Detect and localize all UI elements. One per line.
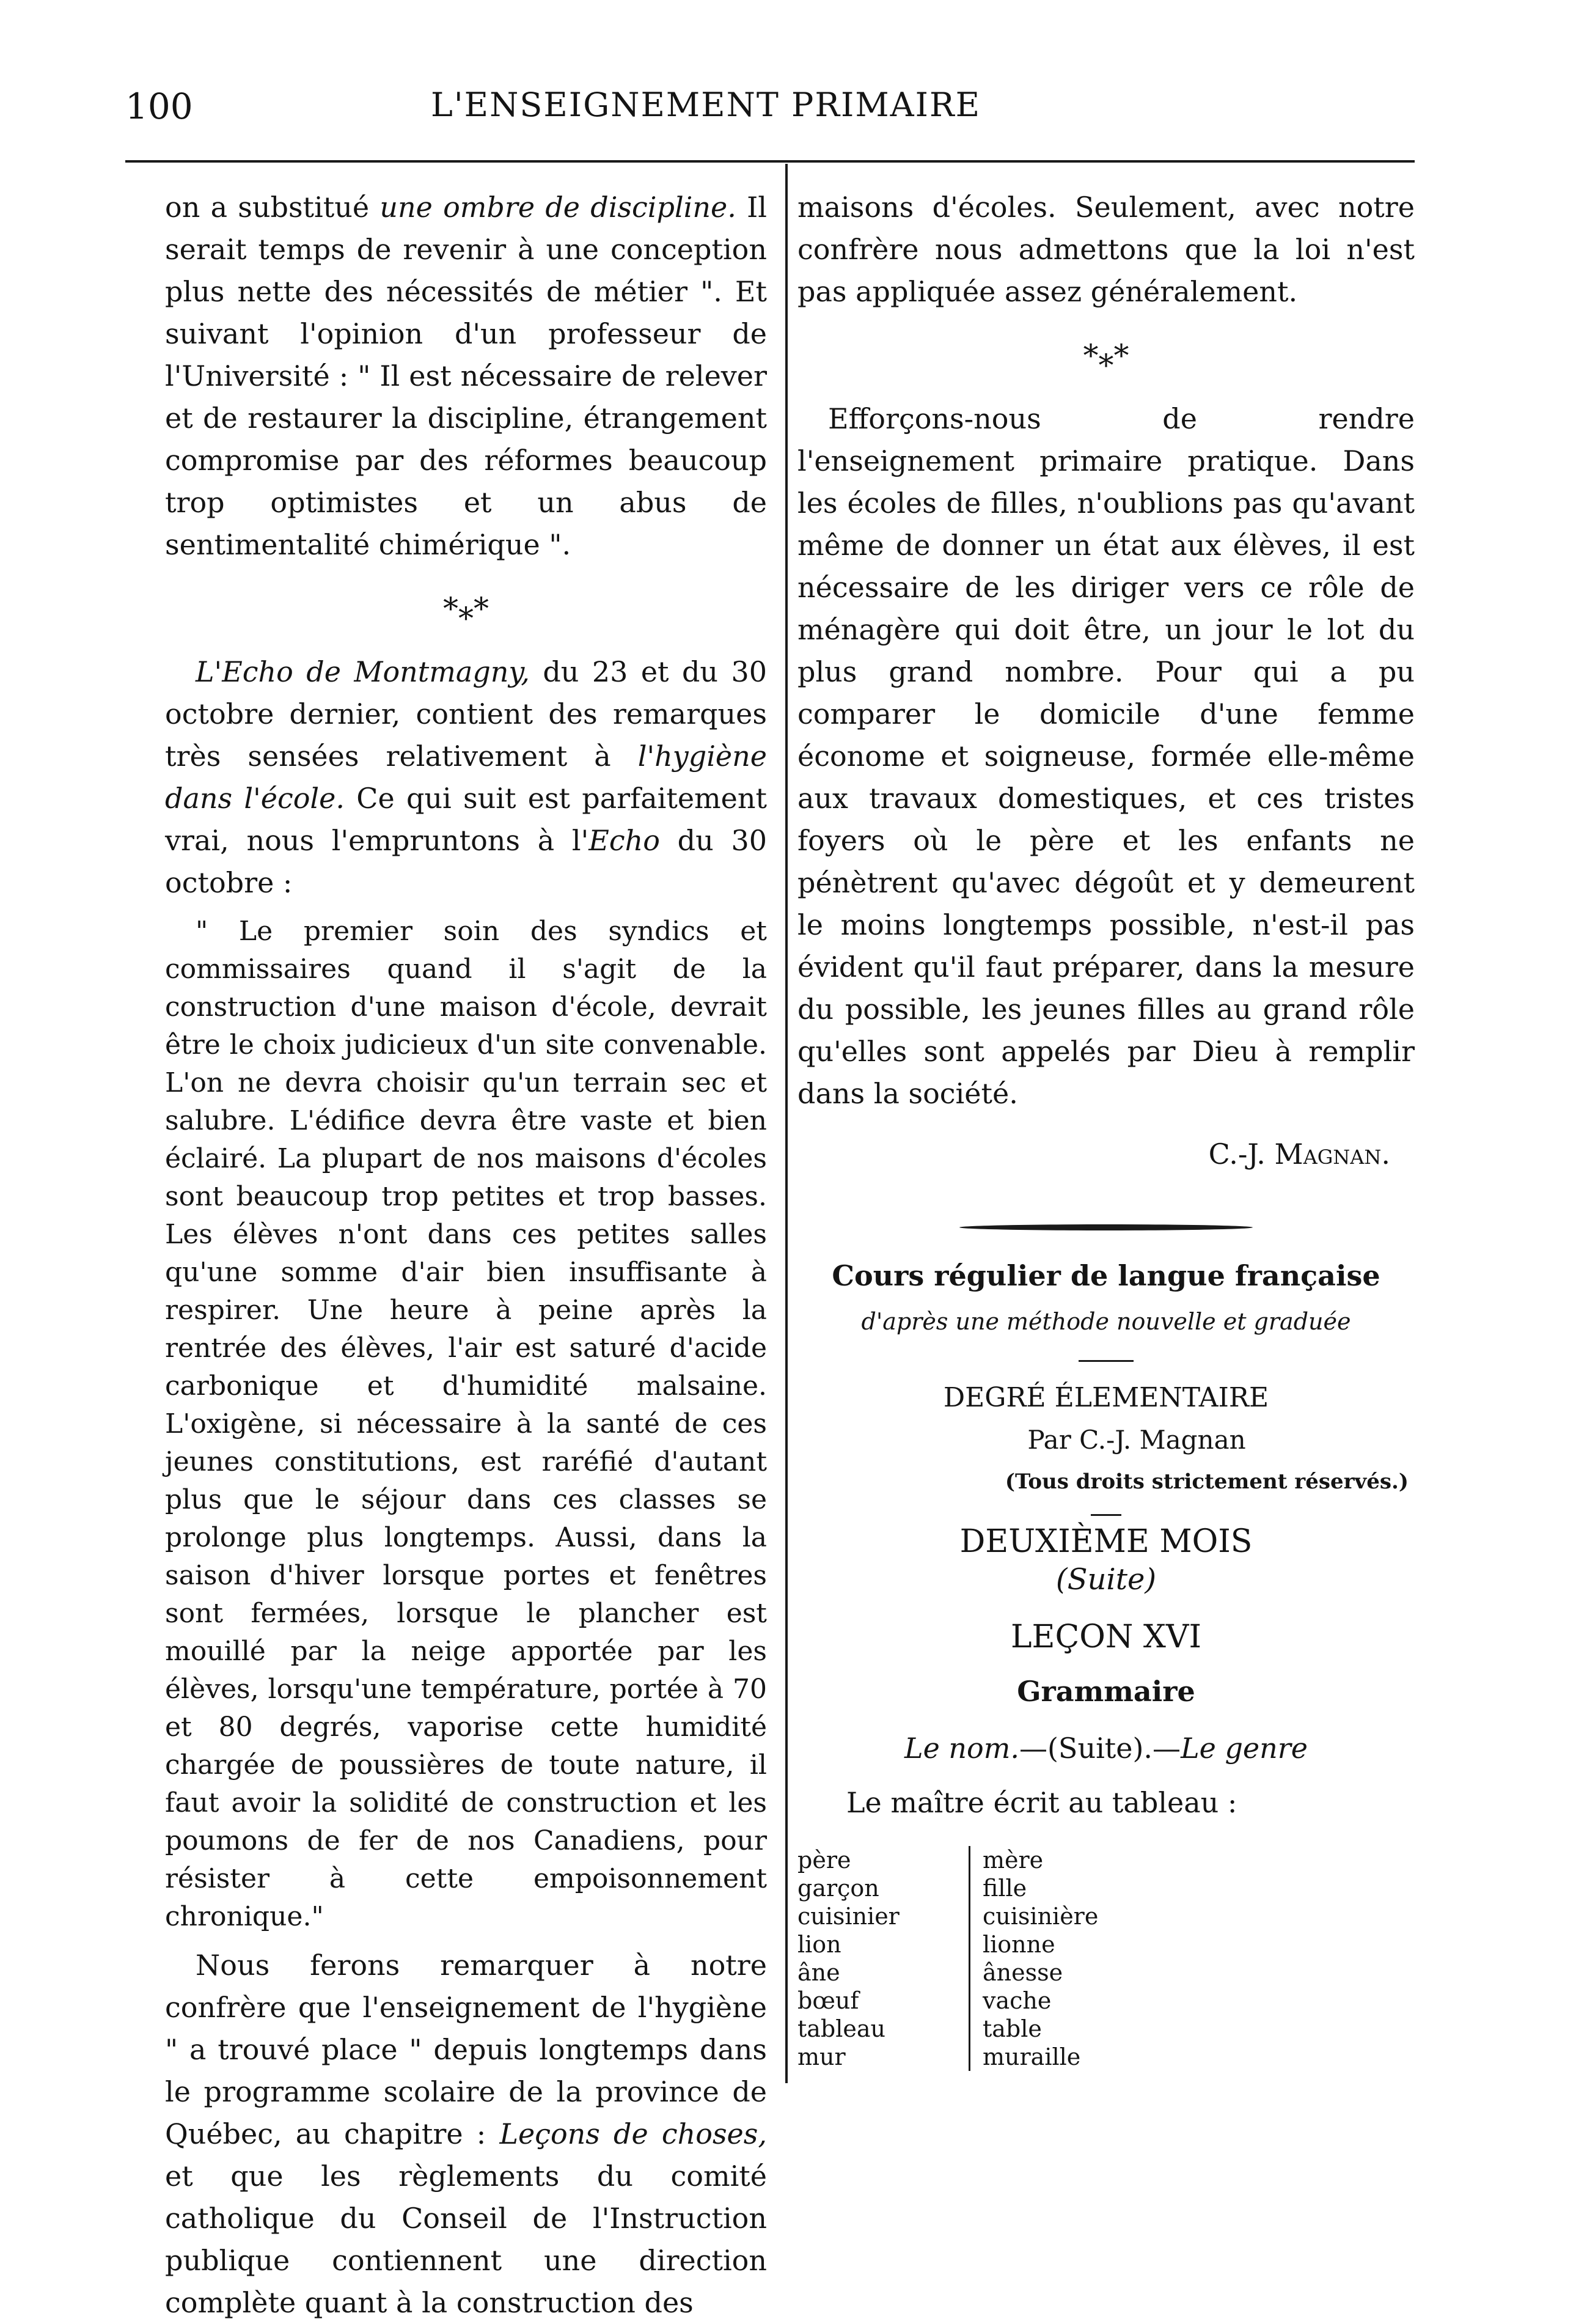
left-column <box>165 186 767 2324</box>
text-run: du 30 octobre : <box>165 824 767 899</box>
list-item: bœuf <box>797 1987 859 2014</box>
right-column <box>797 186 1415 2071</box>
paragraph-echo <box>165 651 767 904</box>
text-run: Nous ferons remarquer à notre confrère que l'enseignement de l'hygiène " a trouvé place " depuis longtemps dans le programme scolaire de la province de Québec, au chapitre : <box>165 1949 767 2150</box>
italic-run: Echo <box>588 824 660 857</box>
text-run: on a substitué <box>165 191 380 224</box>
ornament-rule <box>959 1224 1253 1230</box>
italic-run: Le genre <box>1181 1732 1308 1765</box>
asterism: *⁎* <box>1083 338 1129 373</box>
topic-line <box>797 1727 1415 1770</box>
running-title: L'ENSEIGNEMENT PRIMAIRE <box>430 86 981 124</box>
italic-run: L'Echo de Montmagny, <box>196 655 530 688</box>
italic-run: l'hygiène dans l'école. <box>165 740 767 815</box>
asterism: *⁎* <box>443 591 489 627</box>
list-item: lion <box>797 1931 841 1958</box>
list-item: âne <box>797 1959 840 1986</box>
list-item: lionne <box>983 1931 1055 1958</box>
list-item: ânesse <box>983 1959 1063 1986</box>
list-item: table <box>983 2015 1042 2042</box>
list-item: cuisinier <box>797 1903 900 1930</box>
column-rule <box>785 164 788 2083</box>
feminine-words <box>969 1846 1166 2071</box>
section-title: Cours régulier de langue française <box>832 1259 1380 1292</box>
text-run: du 23 et du 30 octobre dernier, contient des remarques très sensées relativement à <box>165 655 768 773</box>
short-rule <box>1079 1360 1134 1362</box>
grammar-heading: Grammaire <box>1017 1675 1195 1708</box>
italic-run: Leçons de choses, <box>499 2117 768 2150</box>
list-item: muraille <box>983 2043 1081 2070</box>
text-run: Il serait temps de revenir à une conception plus nette des nécessités de métier ". Et suivant l'opinion d'un professeur de l'Université : " Il est nécessaire de relever et de restaurer la discipline, étrangement compromise par des réformes beaucoup trop optimistes et un abus de sentimentalité chimérique ". <box>165 191 767 561</box>
italic-run: une ombre de discipline. <box>379 191 736 224</box>
suite-label: (Suite) <box>1055 1562 1157 1597</box>
lesson-heading: LEÇON XVI <box>1010 1619 1202 1655</box>
page-number: 100 <box>125 86 193 127</box>
list-item: vache <box>983 1987 1052 2014</box>
section-subtitle: d'après une méthode nouvelle et graduée <box>861 1308 1351 1335</box>
signature: C.-J. Magnan. <box>1208 1138 1390 1171</box>
list-item: tableau <box>797 2015 886 2042</box>
quotation: " Le premier soin des syndics et commissaires quand il s'agit de la construction d'une maison d'école, devrait être le choix judicieux d'un site convenable. L'on ne devra choisir qu'un terrain sec et salubre. L'édifice devra être vaste et bien éclairé. La plupart de nos maisons d'écoles sont beaucoup trop petites et trop basses. Les élèves n'ont dans ces petites salles qu'une somme d'air bien insuffisante à respirer. Une heure à peine après la rentrée des élèves, l'air est saturé d'acide carbonique et d'humidité malsaine. L'oxigène, si nécessaire à la santé de ces jeunes constitutions, est raréfié d'autant plus que le séjour dans ces classes se prolonge plus longtemps. Aussi, dans la saison d'hiver lorsque portes et fenêtres sont fermées, lorsque le plancher est mouillé par la neige apportée par les élèves, lorsqu'une température, portée à 70 et 80 degrés, vaporise cette humidité chargée de poussières de toute nature, il faut avoir la solidité de construction et les poumons de fer de nos Canadiens, pour résister à cette empoisonnement chronique." <box>165 916 767 1932</box>
paragraph-continued: maisons d'écoles. Seulement, avec notre confrère nous admettons que la loi n'est pas appliquée assez généralement. <box>797 191 1415 308</box>
list-item: mère <box>983 1847 1044 1874</box>
month-heading: DEUXIÈME MOIS <box>959 1523 1253 1560</box>
text-run: —(Suite).— <box>1019 1732 1181 1765</box>
board-instruction: Le maître écrit au tableau : <box>846 1786 1237 1819</box>
page-header <box>125 86 1286 134</box>
italic-run: Le nom. <box>904 1732 1019 1765</box>
header-rule <box>125 160 1415 163</box>
list-item: mur <box>797 2043 846 2070</box>
paragraph-confrere <box>165 1944 767 2324</box>
list-item: père <box>797 1847 851 1874</box>
list-item: fille <box>983 1875 1027 1902</box>
text-run: et que les règlements du comité catholique du Conseil de l'Instruction publique contiennent une direction complète quant à la construction des <box>165 2160 767 2319</box>
author-line: Par C.-J. Magnan <box>1027 1425 1246 1455</box>
text-run: Ce qui suit est parfaitement vrai, nous l'empruntons à l' <box>165 782 767 857</box>
list-item: garçon <box>797 1875 879 1902</box>
gender-word-table <box>797 1846 1415 2071</box>
paragraph-enseignement: Efforçons-nous de rendre l'enseignement primaire pratique. Dans les écoles de filles, n'oublions pas qu'avant même de donner un état aux élèves, il est nécessaire de les diriger vers ce rôle de ménagère qui doit être, un jour le lot du plus grand nombre. Pour qui a pu comparer le domicile d'une femme économe et soigneuse, formée elle-même aux travaux domestiques, et ces tristes foyers où le père et les enfants ne pénètrent qu'avec dégoût et y demeurent le moins longtemps possible, n'est-il pas évident qu'il faut préparer, dans la mesure du possible, les jeunes filles au grand rôle qu'elles sont appelés par Dieu à remplir dans la société. <box>797 402 1415 1110</box>
list-item: cuisinière <box>983 1903 1099 1930</box>
paragraph-discipline <box>165 186 767 566</box>
short-rule <box>1091 1514 1121 1516</box>
rights-notice: (Tous droits strictement réservés.) <box>1005 1469 1409 1494</box>
masculine-words <box>797 1846 969 2071</box>
degree-heading: DEGRÉ ÉLEMENTAIRE <box>943 1382 1269 1413</box>
